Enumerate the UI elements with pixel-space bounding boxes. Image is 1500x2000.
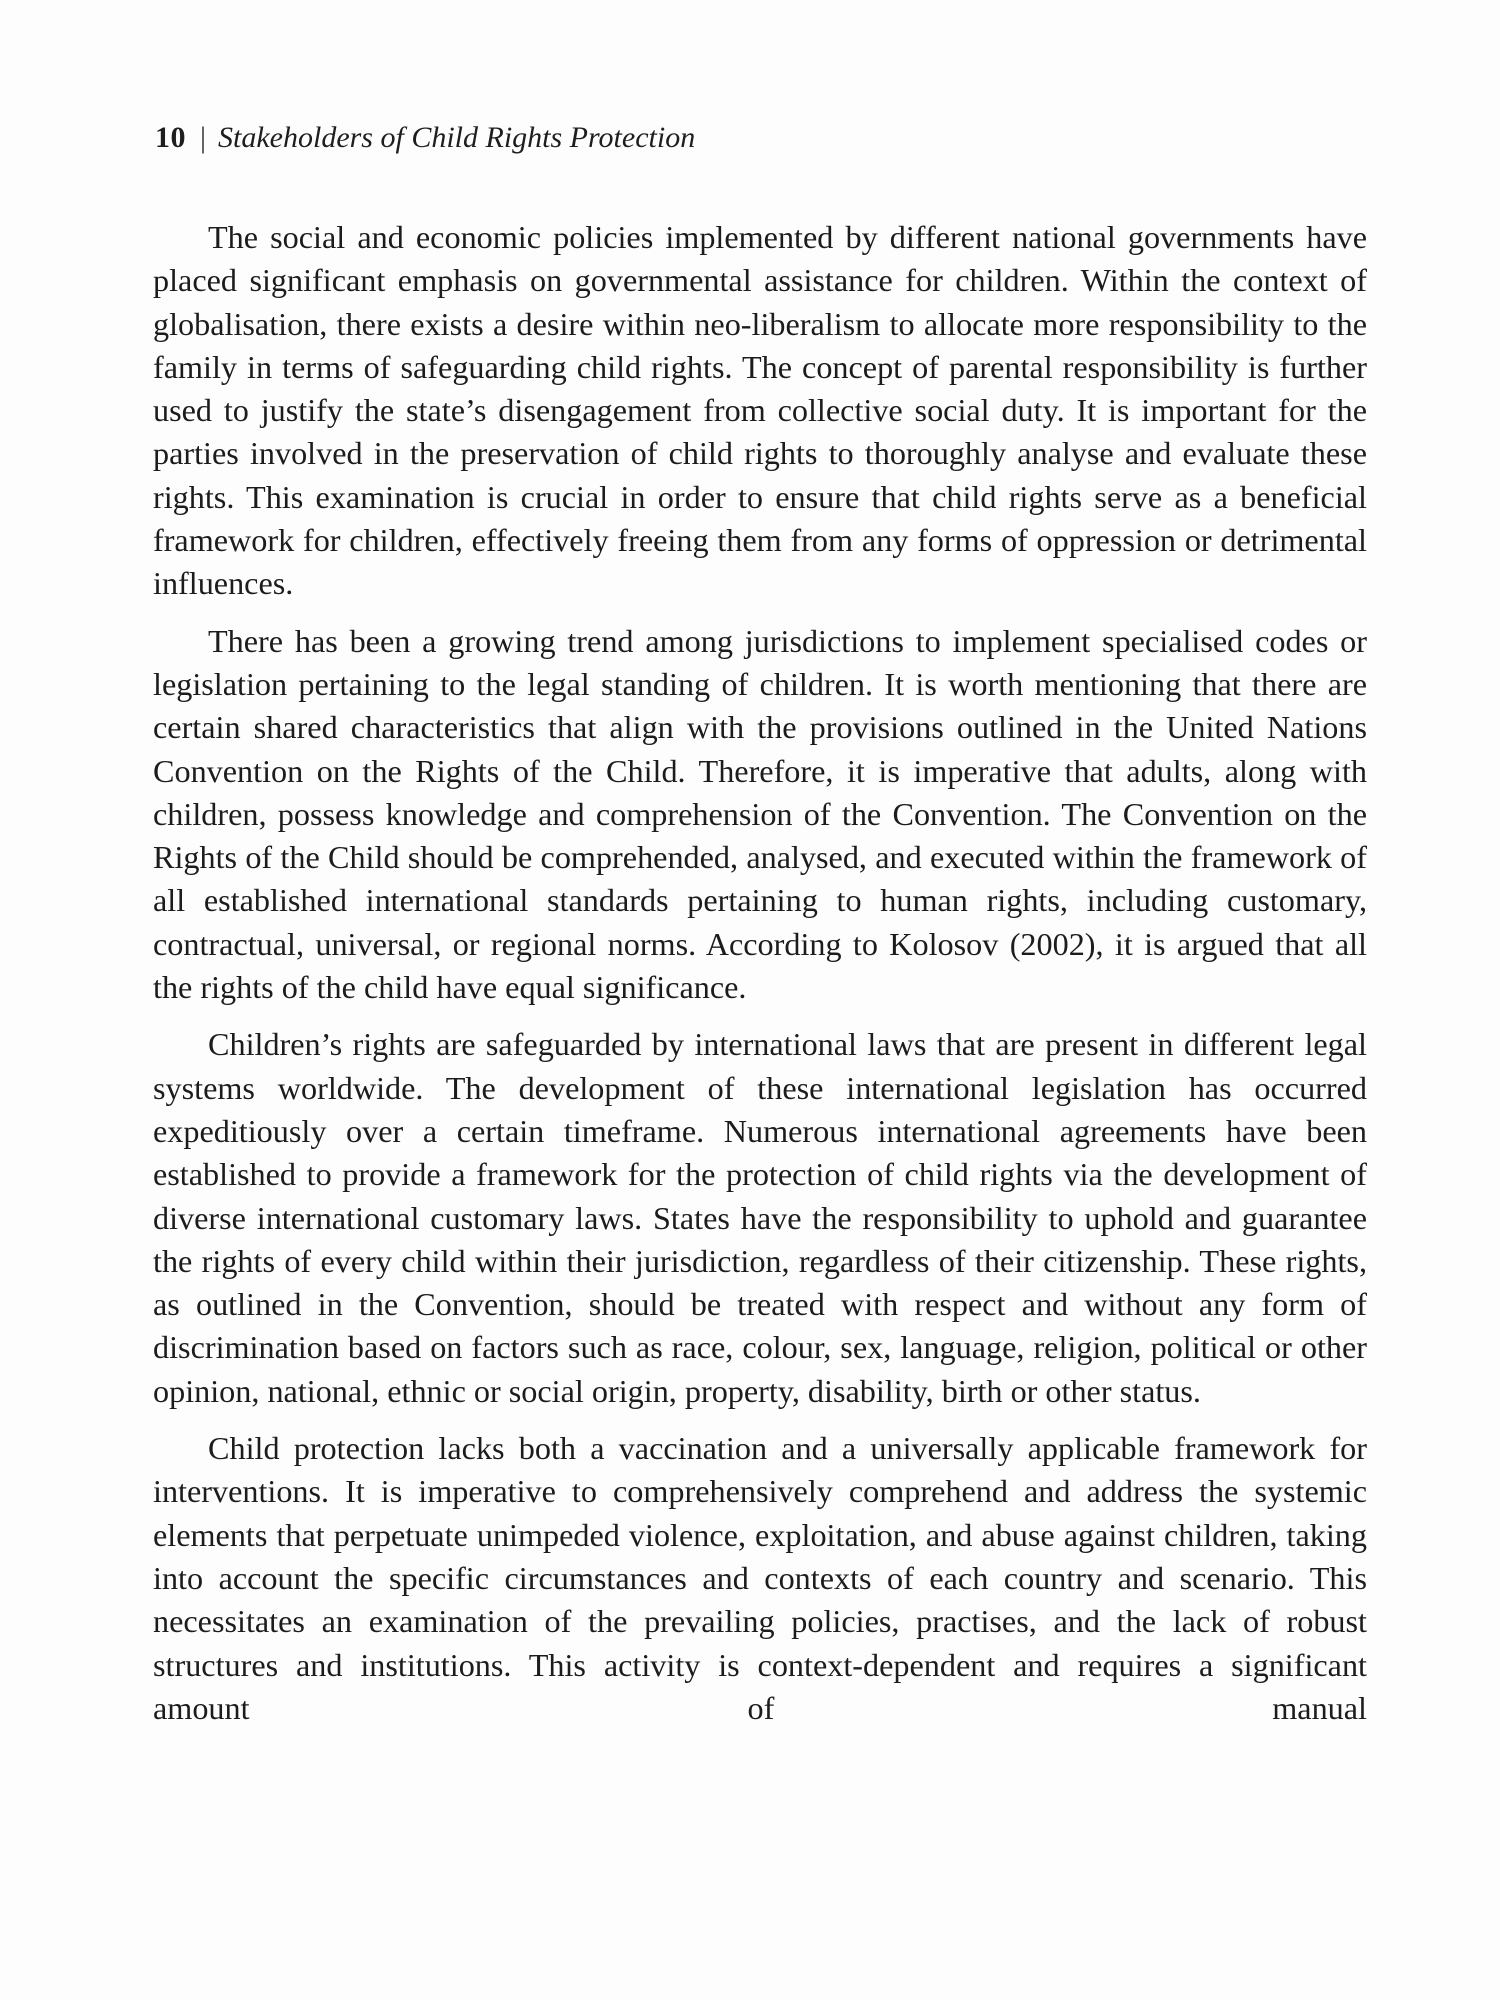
running-head	[155, 118, 695, 158]
page-number: 10	[155, 121, 186, 154]
header-separator: |	[200, 121, 207, 154]
body-text	[153, 216, 1367, 1744]
paragraph-2: There has been a growing trend among jurisdictions to implement specialised codes or legislation pertaining to the legal standing of children. It is worth mentioning that there are certain shared characteristics that align with the provisions outlined in the United Nations Convention on the Rights of the Child. Therefore, it is imperative that adults, along with children, possess knowledge and comprehension of the Convention. The Convention on the Rights of the Child should be comprehended, analysed, and executed within the framework of all established international standards pertaining to human rights, including customary, contractual, universal, or regional norms. According to Kolosov (2002), it is argued that all the rights of the child have equal significance.	[153, 622, 1367, 1006]
paragraph-1: The social and economic policies implemented by different national governments have placed significant emphasis on governmental assistance for children. Within the context of globalisation, there exists a desire within neo-liberalism to allocate more responsibility to the family in terms of safeguarding child rights. The concept of parental responsibility is further used to justify the state’s disengagement from collective social duty. It is important for the parties involved in the preservation of child rights to thoroughly analyse and evaluate these rights. This examination is crucial in order to ensure that child rights serve as a beneficial framework for children, effectively freeing them from any forms of oppression or detrimental influences.	[153, 219, 1367, 602]
running-title: Stakeholders of Child Rights Protection	[218, 121, 696, 154]
paragraph-4: Child protection lacks both a vaccination and a universally applicable framework for interventions. It is imperative to comprehensively comprehend and address the systemic elements that perpetuate unimpeded violence, exploitation, and abuse against children, taking into account the specific circumstances and contexts of each country and scenario. This necessitates an examination of the prevailing policies, practises, and the lack of robust structures and institutions. This activity is context-dependent and requires a significant amount of manual	[153, 1430, 1367, 1726]
paragraph-3: Children’s rights are safeguarded by international laws that are present in different legal systems worldwide. The development of these international legislation has occurred expeditiously over a certain timeframe. Numerous international agreements have been established to provide a framework for the protection of child rights via the development of diverse international customary laws. States have the responsibility to uphold and guarantee the rights of every child within their jurisdiction, regardless of their citizenship. These rights, as outlined in the Convention, should be treated with respect and without any form of discrimination based on factors such as race, colour, sex, language, religion, political or other opinion, national, ethnic or social origin, property, disability, birth or other status.	[153, 1026, 1367, 1409]
